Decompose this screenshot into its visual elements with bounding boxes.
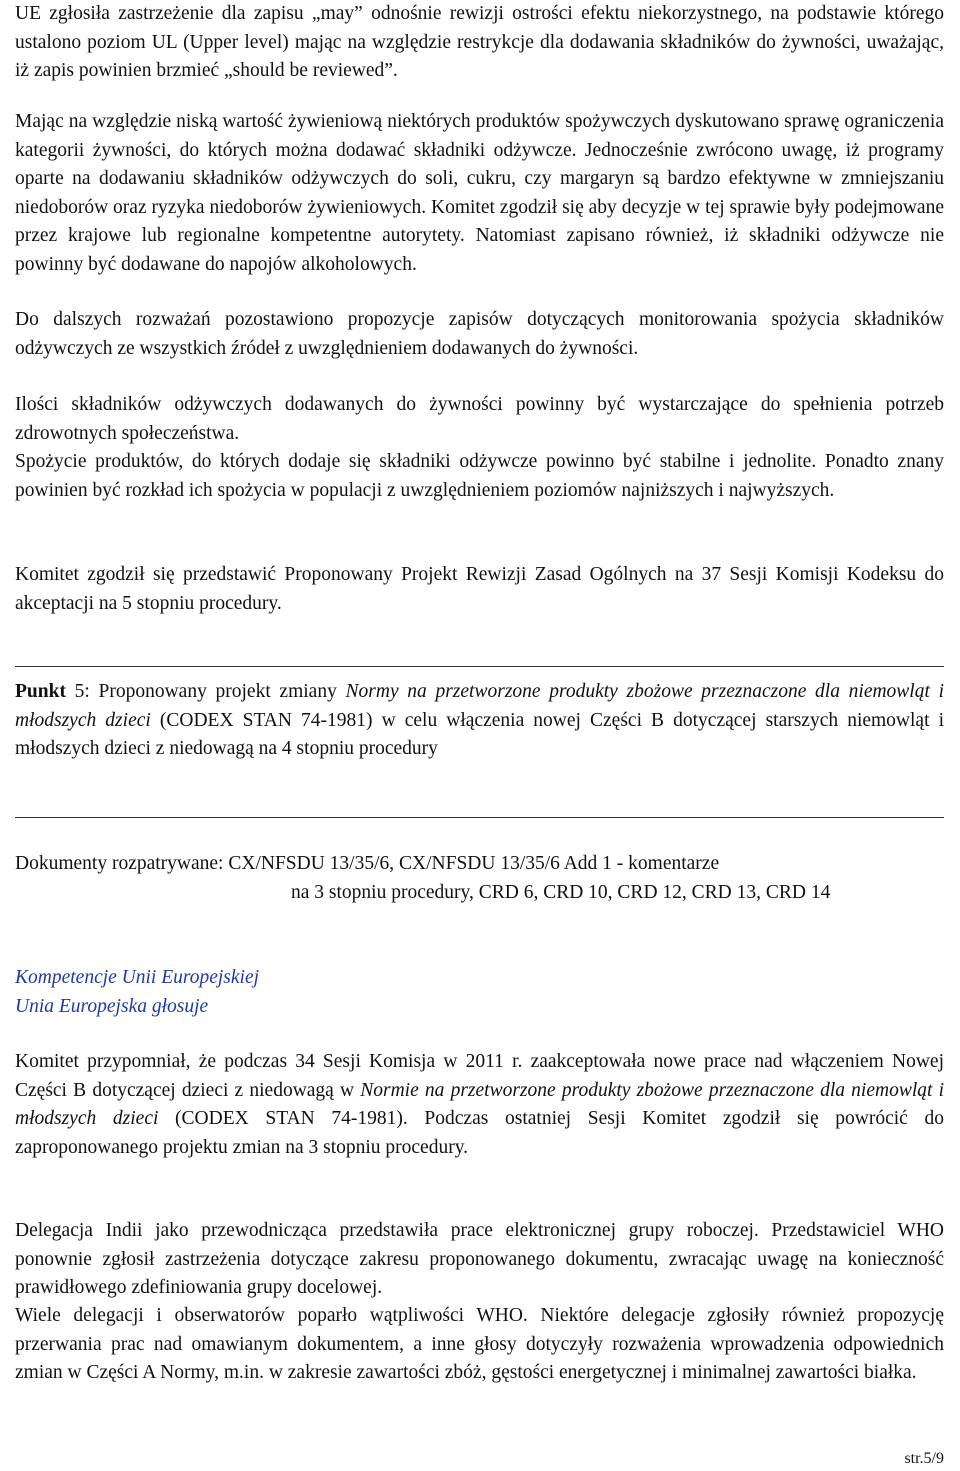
eu-competence-block [15,963,259,1021]
paragraph-india-delegation: Delegacja Indii jako przewodnicząca przedstawiła prace elektronicznej grupy roboczej. Przedstawiciel WHO ponownie zgłosił zastrzeżenia dotyczące zakresu proponowanego dokumentu, zwracając uwagę na konieczność prawidłowego zdefiniowania grupy docelowej. [15,1220,944,1298]
eu-vote-label: Unia Europejska głosuje [15,996,209,1017]
paragraph-nutrient-amounts: Ilości składników odżywczych dodawanych do żywności powinny być wystarczające do spełnienia potrzeb zdrowotnych społeczeństwa. [15,394,944,444]
agenda-item-box [15,666,944,818]
agenda-item-text: Punkt 5: Proponowany projekt zmiany Normy na przetworzone produkty zbożowe przeznaczone dla niemowląt i młodszych dzieci (CODEX STAN 74-1981) w celu włączenia nowej Części B dotyczącej starszych niemowląt i młodszych dzieci z niedowagą na 4 stopniu procedury [15,681,945,759]
agenda-item-label: Punkt [15,681,66,702]
standard-title-italic: Normie na przetworzone produkty zbożowe przeznaczone dla niemowląt i młodszych dzieci [15,1079,944,1129]
documents-list-line2: na 3 stopniu procedury, CRD 6, CRD 10, CRD 12, CRD 13, CRD 14 [291,882,831,903]
agenda-item-number: 5 [65,681,85,702]
paragraph-category-restriction: Mając na względzie niską wartość żywieniową niektórych produktów spożywczych dyskutowano sprawę ograniczenia kategorii żywności, do których można dodawać składniki odżywcze. Jednocześnie zwrócono uwagę, iż programy oparte na dodawaniu składników odżywczych do soli, cukru, czy margaryn są bardzo efektywne w zmniejszaniu niedoborów oraz ryzyka niedoborów żywieniowych. Komitet zgodził się aby decyzje w tej sprawie były podejmowane przez krajowe lub regionalne kompetentne autorytety. Natomiast zapisano również, iż składniki odżywcze nie powinny być dodawane do napojów alkoholowych. [15,111,944,275]
documents-considered [15,849,944,908]
page-number: str.5/9 [904,1450,944,1467]
documents-label: Dokumenty rozpatrywane: [15,853,229,874]
paragraph-committee-decision: Komitet zgodził się przedstawić Proponowany Projekt Rewizji Zasad Ogólnych na 37 Sesji Komisji Kodeksu do akceptacji na 5 stopniu procedury. [15,564,944,614]
standard-title: Normy na przetworzone produkty zbożowe przeznaczone dla niemowląt i młodszych dzieci [15,681,945,731]
paragraph-monitoring: Do dalszych rozważań pozostawiono propozycje zapisów dotyczących monitorowania spożycia składników odżywczych ze wszystkich źródeł z uwzględnieniem dodawanych do żywności. [15,309,944,359]
paragraph-who-doubts: Wiele delegacji i obserwatorów poparło wątpliwości WHO. Niektóre delegacje zgłosiły również propozycję przerwania prac nad omawianym dokumentem, a inne głosy dotyczyły rozważenia wprowadzenia odpowiednich zmian w Części A Normy, m.in. w zakresie zawartości zbóż, gęstości energetycznej i minimalnej zawartości białka. [15,1305,944,1383]
paragraph-committee-recalled: Komitet przypomniał, że podczas 34 Sesji Komisja w 2011 r. zaakceptowała nowe prace nad włączeniem Nowej Części B dotyczącej dzieci z niedowagą w Normie na przetworzone produkty zbożowe przeznaczone dla niemowląt i młodszych dzieci (CODEX STAN 74-1981). Podczas ostatniej Sesji Komitet zgodził się powrócić do zaproponowanego projektu zmian na 3 stopniu procedury. [15,1051,944,1158]
paragraph-consumption: Spożycie produktów, do których dodaje się składniki odżywcze powinno być stabilne i jednolite. Ponadto znany powinien być rozkład ich spożycia w populacji z uwzględnieniem poziomów najniższych i najwyższych. [15,451,944,501]
documents-list-line1: CX/NFSDU 13/35/6, CX/NFSDU 13/35/6 Add 1 - komentarze [228,853,720,874]
eu-competence-label: Kompetencje Unii Europejskiej [15,967,260,988]
paragraph-eu-reservation: UE zgłosiła zastrzeżenie dla zapisu „may” odnośnie rewizji ostrości efektu niekorzystnego, na podstawie którego ustalono poziom UL (Upper level) mając na względzie restrykcje dla dodawania składników do żywności, uważając, iż zapis powinien brzmieć „should be reviewed”. [15,3,944,81]
